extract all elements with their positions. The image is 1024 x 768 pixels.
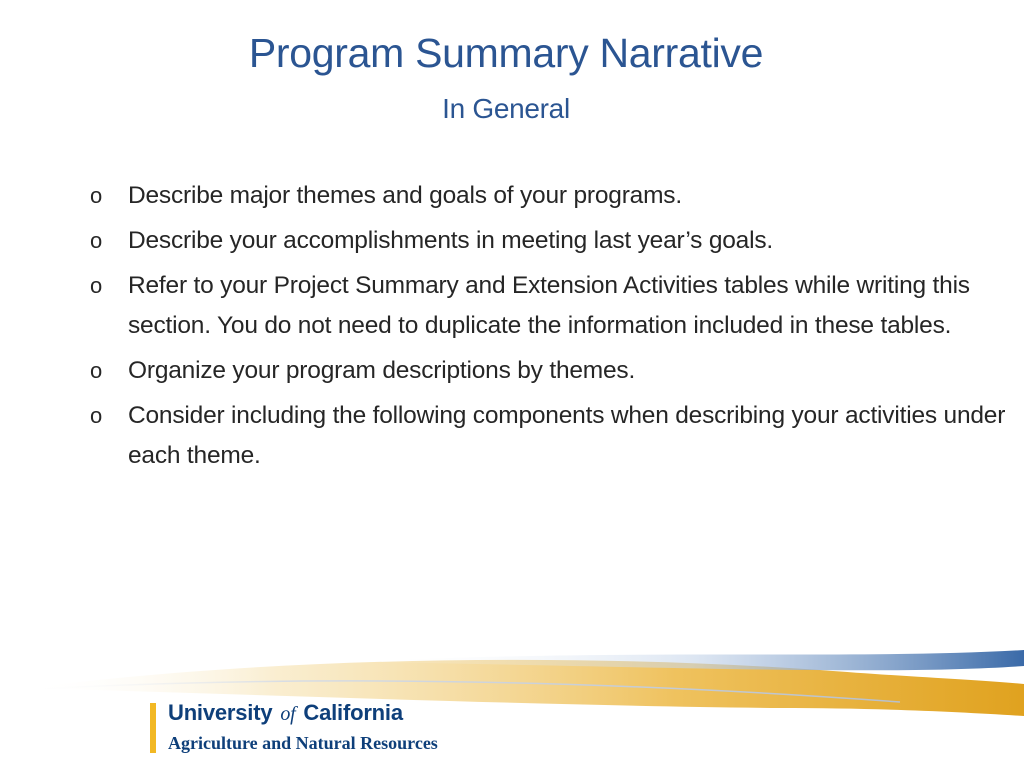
logo-university-of-california (168, 700, 403, 726)
bullet-item (86, 266, 1006, 346)
logo-text-california: California (303, 700, 403, 725)
bullet-text: Organize your program descriptions by themes. (128, 357, 636, 384)
bullet-item (86, 351, 1006, 391)
bullet-item (86, 396, 1006, 476)
bullet-marker-icon: o (90, 358, 103, 383)
slide-subtitle: In General (442, 93, 570, 124)
bullet-text: Describe major themes and goals of your programs. (128, 182, 682, 209)
bullet-text: Refer to your Project Summary and Extension Activities tables while writing this section. You do not need to duplicate the information included in these tables. (128, 272, 970, 339)
bullet-text: Consider including the following components when describing your activities under each theme. (128, 402, 1006, 469)
bullet-item (86, 221, 1006, 261)
bullet-marker-icon: o (90, 183, 103, 208)
logo-agriculture-line: Agriculture and Natural Resources (168, 733, 438, 753)
slide-title: Program Summary Narrative (248, 30, 764, 76)
bullet-marker-icon: o (90, 273, 103, 298)
bullet-list (86, 176, 1006, 481)
bullet-item (86, 176, 1006, 216)
logo-text-university: University (168, 700, 273, 725)
bullet-marker-icon: o (90, 228, 103, 253)
bullet-marker-icon: o (90, 403, 103, 428)
bullet-text: Describe your accomplishments in meeting last year’s goals. (128, 227, 773, 254)
logo-accent-bar (150, 703, 156, 753)
logo-text-of: of (280, 703, 296, 725)
